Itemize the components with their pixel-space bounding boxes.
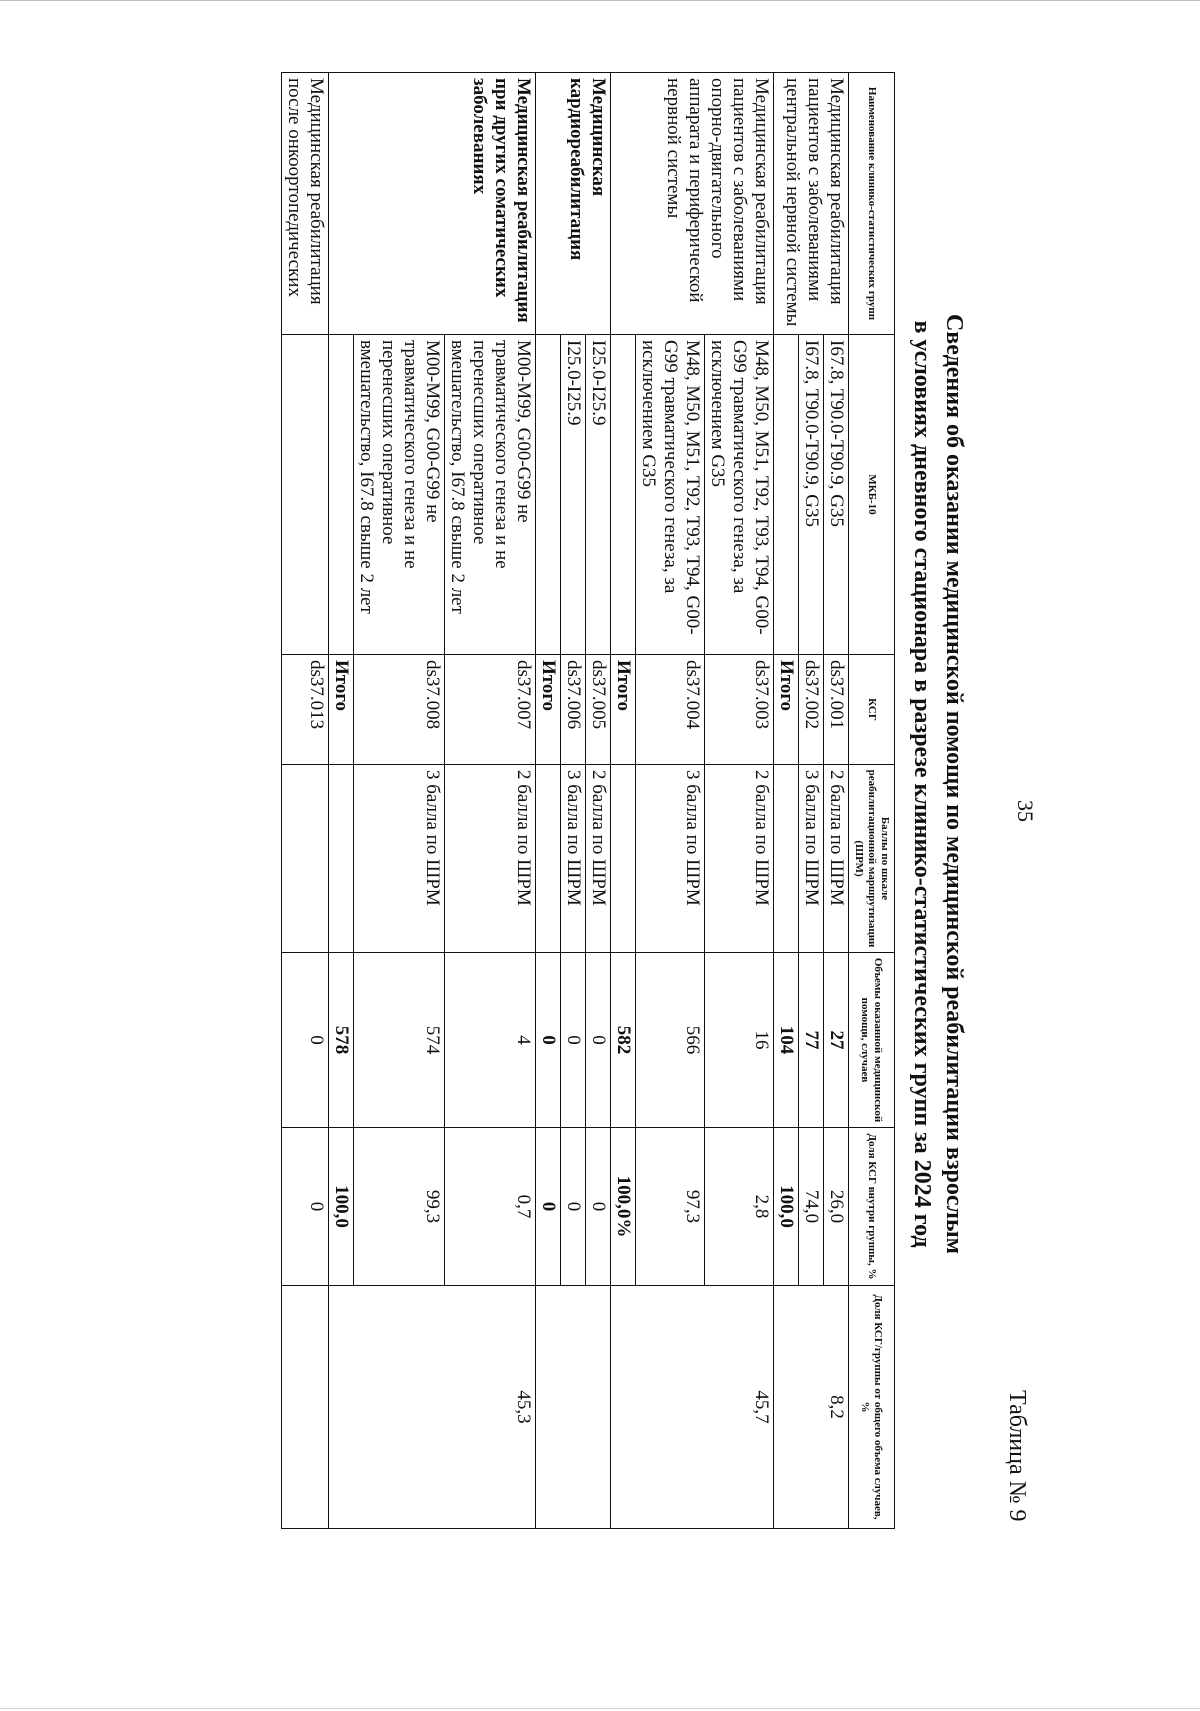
header-share-total: Доля КСГ/группы от общего объема случаев, % xyxy=(849,1286,895,1529)
shrm-cell-empty xyxy=(282,765,329,953)
shrm-cell: 2 балла по ШРМ xyxy=(586,765,611,953)
rehabilitation-table xyxy=(281,72,895,1529)
page-number: 35 xyxy=(1013,800,1038,822)
shrm-cell: 2 балла по ШРМ xyxy=(445,765,536,953)
mkb-cell: I25.0-I25.9 xyxy=(586,335,611,655)
itogo-share: 100,0% xyxy=(611,1128,636,1286)
volume-cell: 0 xyxy=(282,953,329,1128)
shrm-cell: 2 балла по ШРМ xyxy=(705,765,774,953)
shrm-cell-empty xyxy=(774,765,799,953)
share-in-group-cell: 97,3 xyxy=(636,1128,705,1286)
ksg-cell: ds37.004 xyxy=(636,655,705,765)
table-header-row xyxy=(849,73,895,1529)
ksg-cell: ds37.006 xyxy=(561,655,586,765)
group-name-cell: Медицинская реабилитация пациентов с заболеваниями центральной нервной системы xyxy=(774,73,849,335)
ksg-cell: ds37.007 xyxy=(445,655,536,765)
share-in-group-cell: 2,8 xyxy=(705,1128,774,1286)
mkb-cell: M00-M99, G00-G99 не травматического генеза и не перенесших оперативное вмешательство, I67.8 свыше 2 лет xyxy=(354,335,445,655)
volume-cell: 27 xyxy=(824,953,849,1128)
share-total-cell-empty xyxy=(282,1286,329,1529)
header-ksg: КСГ xyxy=(849,655,895,765)
share-total-cell: 45,7 xyxy=(611,1286,774,1529)
header-share-in-group: Доля КСГ внутри группы, % xyxy=(849,1128,895,1286)
shrm-cell: 3 балла по ШРМ xyxy=(636,765,705,953)
shrm-cell: 3 балла по ШРМ xyxy=(799,765,824,953)
shrm-cell-empty xyxy=(611,765,636,953)
ksg-cell: ds37.008 xyxy=(354,655,445,765)
shrm-cell: 2 балла по ШРМ xyxy=(824,765,849,953)
itogo-volume: 582 xyxy=(611,953,636,1128)
shrm-cell: 3 балла по ШРМ xyxy=(561,765,586,953)
group-name-cell: Медицинская реабилитация при других соматических заболеваниях xyxy=(329,73,536,335)
mkb-cell-empty xyxy=(282,335,329,655)
itogo-volume: 0 xyxy=(536,953,561,1128)
mkb-cell: M48, M50, M51, T92, T93, T94, G00-G99 травматического генеза, за исключением G35 xyxy=(705,335,774,655)
document-title-line-1: Сведения об оказании медицинской помощи по медицинской реабилитации взрослым xyxy=(941,313,967,1255)
mkb-cell-empty xyxy=(329,335,354,655)
share-in-group-cell: 0 xyxy=(586,1128,611,1286)
shrm-cell-empty xyxy=(536,765,561,953)
volume-cell: 4 xyxy=(445,953,536,1128)
document-title-line-2: в условиях дневного стационара в разрезе клинико-статистических групп за 2024 год xyxy=(909,320,935,1248)
share-in-group-cell: 0,7 xyxy=(445,1128,536,1286)
volume-cell: 0 xyxy=(586,953,611,1128)
ksg-cell: ds37.003 xyxy=(705,655,774,765)
itogo-label: Итого xyxy=(774,655,799,765)
share-in-group-cell: 0 xyxy=(561,1128,586,1286)
itogo-label: Итого xyxy=(329,655,354,765)
scan-bottom-edge xyxy=(0,1708,1200,1709)
table-label: Таблица № 9 xyxy=(1004,1390,1030,1522)
table-row xyxy=(282,73,329,1529)
ksg-cell: ds37.005 xyxy=(586,655,611,765)
share-in-group-cell: 26,0 xyxy=(824,1128,849,1286)
itogo-share: 100,0 xyxy=(774,1128,799,1286)
group-name-cell: Медицинская реабилитация пациентов с заболеваниями опорно-двигательного аппарата и периферической нервной системы xyxy=(611,73,774,335)
itogo-volume: 104 xyxy=(774,953,799,1128)
header-volume: Объемы оказанной медицинской помощи, случаев xyxy=(849,953,895,1128)
mkb-cell-empty xyxy=(774,335,799,655)
mkb-cell: M00-M99, G00-G99 не травматического генеза и не перенесших оперативное вмешательство, I67.8 свыше 2 лет xyxy=(445,335,536,655)
mkb-cell-empty xyxy=(536,335,561,655)
share-total-cell-empty xyxy=(536,1286,611,1529)
header-name: Наименование клинико-статистических групп xyxy=(849,73,895,335)
mkb-cell: I67.8, T90.0-T90.9, G35 xyxy=(824,335,849,655)
ksg-cell: ds37.001 xyxy=(824,655,849,765)
mkb-cell: M48, M50, M51, T92, T93, T94, G00-G99 травматического генеза, за исключением G35 xyxy=(636,335,705,655)
shrm-cell: 3 балла по ШРМ xyxy=(354,765,445,953)
itogo-share: 100,0 xyxy=(329,1128,354,1286)
itogo-label: Итого xyxy=(536,655,561,765)
itogo-label: Итого xyxy=(611,655,636,765)
ksg-cell: ds37.013 xyxy=(282,655,329,765)
group-name-cell: Медицинская кардиореабилитация xyxy=(536,73,611,335)
group-name-cell: Медицинская реабилитация после онкоортопедических xyxy=(282,73,329,335)
volume-cell: 574 xyxy=(354,953,445,1128)
share-total-cell: 8,2 xyxy=(774,1286,849,1529)
mkb-cell: I67.8, T90.0-T90.9, G35 xyxy=(799,335,824,655)
table-row xyxy=(705,73,774,1529)
share-total-cell: 45,3 xyxy=(329,1286,536,1529)
volume-cell: 77 xyxy=(799,953,824,1128)
mkb-cell: I25.0-I25.9 xyxy=(561,335,586,655)
volume-cell: 0 xyxy=(561,953,586,1128)
shrm-cell-empty xyxy=(329,765,354,953)
table-row xyxy=(586,73,611,1529)
ksg-cell: ds37.002 xyxy=(799,655,824,765)
table-row xyxy=(445,73,536,1529)
mkb-cell-empty xyxy=(611,335,636,655)
itogo-volume: 578 xyxy=(329,953,354,1128)
share-in-group-cell: 99,3 xyxy=(354,1128,445,1286)
share-in-group-cell: 0 xyxy=(282,1128,329,1286)
volume-cell: 16 xyxy=(705,953,774,1128)
share-in-group-cell: 74,0 xyxy=(799,1128,824,1286)
header-mkb: МКБ-10 xyxy=(849,335,895,655)
itogo-share: 0 xyxy=(536,1128,561,1286)
volume-cell: 566 xyxy=(636,953,705,1128)
table-row xyxy=(824,73,849,1529)
header-shrm: Баллы по шкале реабилитационной маршрутизации (ШРМ) xyxy=(849,765,895,953)
